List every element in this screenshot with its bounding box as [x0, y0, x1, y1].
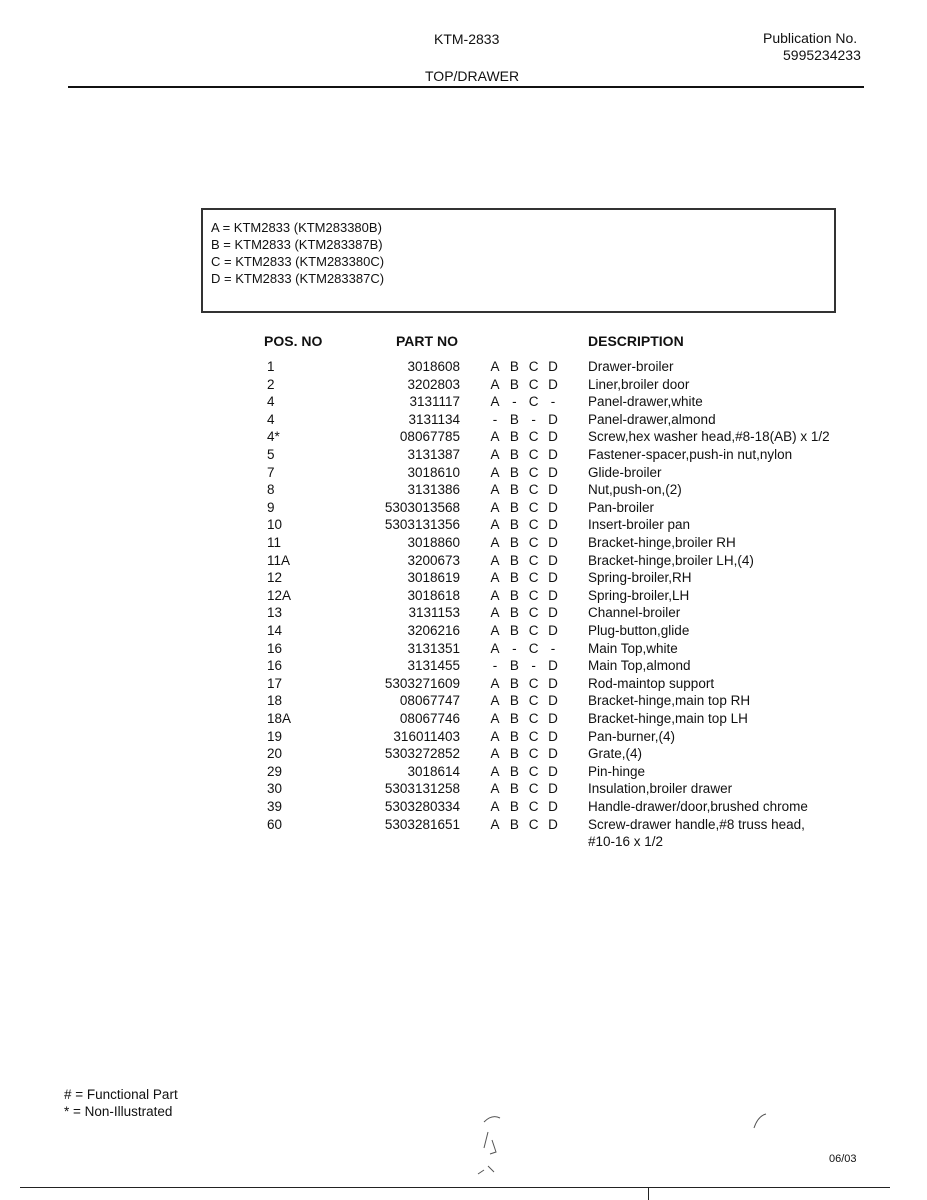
model-flag: B: [509, 517, 519, 533]
part-description: Insulation,broiler drawer: [588, 781, 733, 797]
model-flag: A: [490, 675, 500, 691]
table-row: [0, 359, 927, 377]
table-row: [0, 412, 927, 430]
part-description: Rod-maintop support: [588, 675, 715, 691]
part-description: Pan-broiler: [588, 499, 655, 515]
pos-number: 12A: [267, 587, 292, 603]
part-description: Handle-drawer/door,brushed chrome: [588, 799, 808, 814]
model-applicability: [488, 553, 560, 568]
model-applicability: [488, 781, 560, 796]
table-row: [0, 781, 927, 799]
part-number: 3206216: [407, 623, 460, 638]
publication-label: Publication No.: [763, 30, 858, 46]
part-description: Nut,push-on,(2): [588, 482, 682, 498]
part-number: 5303281651: [384, 816, 460, 832]
model-flag: -: [531, 411, 536, 427]
model-flag: B: [509, 781, 519, 797]
part-description: Pin-hinge: [588, 763, 646, 779]
part-description: Panel-drawer,white: [588, 394, 703, 410]
pos-number: 10: [267, 517, 283, 533]
model-flag: A: [490, 482, 500, 498]
part-number: 316011403: [393, 728, 460, 744]
model-flag: B: [509, 658, 519, 674]
pos-number: 18: [267, 693, 283, 709]
publication-number: 5995234233: [783, 47, 861, 63]
model-flag: D: [548, 675, 558, 691]
model-flag: C: [528, 570, 539, 586]
header-rule: [68, 86, 864, 88]
model-flag: A: [490, 711, 500, 726]
part-description-continued: #10-16 x 1/2: [588, 834, 664, 850]
model-flag: B: [509, 429, 519, 445]
model-flag: B: [509, 746, 519, 762]
part-number: 3202803: [407, 376, 460, 392]
model-applicability: [488, 447, 560, 462]
model-flag: C: [528, 482, 539, 498]
pos-number: 20: [267, 746, 283, 762]
part-number: 3018860: [407, 535, 460, 550]
model-flag: D: [548, 482, 558, 498]
model-flag: -: [550, 640, 556, 656]
model-applicability: [488, 711, 560, 726]
model-applicability: [488, 588, 560, 603]
pos-number: 17: [267, 675, 283, 691]
model-flag: D: [548, 728, 558, 744]
footnote-functional-part: # = Functional Part: [64, 1087, 178, 1102]
part-number: 3131153: [408, 605, 460, 621]
model-flag: D: [548, 517, 558, 533]
model-flag: B: [509, 570, 519, 586]
table-row: [0, 816, 927, 850]
model-flag: B: [509, 675, 519, 691]
pos-number: 11: [267, 535, 282, 550]
model-legend-box: [201, 208, 836, 313]
model-flag: B: [509, 693, 519, 709]
part-number: 3131455: [407, 658, 460, 674]
model-flag: C: [528, 711, 539, 726]
model-flag: C: [528, 429, 539, 445]
model-flag: D: [548, 746, 558, 762]
part-number: 5303013568: [384, 499, 460, 515]
pos-number: 13: [267, 605, 283, 621]
model-flag: C: [528, 799, 539, 814]
model-flag: A: [490, 376, 500, 392]
model-flag: C: [528, 359, 539, 374]
table-row: [0, 623, 927, 641]
model-flag: A: [490, 799, 500, 814]
model-flag: A: [490, 781, 500, 797]
model-flag: A: [490, 623, 500, 638]
part-description: Grate,(4): [588, 746, 643, 762]
model-flag: D: [548, 570, 558, 586]
model-flag: A: [490, 394, 500, 410]
model-flag: D: [548, 763, 558, 779]
part-description: Main Top,almond: [588, 658, 691, 674]
model-flag: B: [509, 447, 519, 462]
part-number: 3131387: [407, 447, 460, 462]
part-number: 3131134: [408, 411, 460, 427]
model-flag: B: [509, 587, 519, 603]
part-description: Spring-broiler,RH: [588, 570, 692, 586]
model-flag: D: [548, 464, 558, 480]
model-flag: D: [548, 447, 558, 462]
model-flag: D: [548, 429, 558, 445]
model-flag: A: [490, 552, 500, 568]
model-number: KTM-2833: [434, 31, 500, 47]
model-flag: C: [528, 675, 539, 691]
part-number: 3131117: [409, 394, 460, 410]
part-number: 3018610: [407, 464, 460, 480]
model-flag: D: [548, 816, 558, 832]
model-flag: C: [528, 693, 539, 709]
part-number: 08067746: [399, 711, 460, 726]
pos-number: 2: [267, 376, 275, 392]
revision-date: 06/03: [829, 1153, 857, 1165]
model-applicability: [488, 676, 560, 691]
part-description: Fastener-spacer,push-in nut,nylon: [588, 447, 793, 462]
model-flag: C: [528, 552, 539, 568]
column-header-part: PART NO: [396, 333, 458, 349]
pos-number: 1: [267, 359, 275, 374]
part-number: 08067785: [399, 429, 460, 445]
model-applicability: [488, 605, 560, 620]
model-flag: D: [548, 711, 558, 726]
pos-number: 11A: [267, 552, 291, 568]
model-flag: C: [528, 517, 539, 533]
model-flag: C: [528, 640, 539, 656]
model-flag: B: [509, 605, 519, 621]
table-row: [0, 729, 927, 747]
part-description: Insert-broiler pan: [588, 517, 691, 533]
part-number: 3131386: [407, 482, 460, 498]
bottom-tick: [648, 1187, 649, 1200]
model-flag: A: [490, 746, 500, 762]
model-flag: D: [548, 552, 558, 568]
part-number: 5303280334: [384, 799, 460, 814]
model-flag: C: [528, 447, 539, 462]
model-applicability: [488, 412, 560, 427]
part-description: Screw-drawer handle,#8 truss head,: [588, 816, 805, 832]
model-applicability: [488, 641, 560, 656]
table-row: [0, 535, 927, 553]
model-flag: A: [490, 464, 500, 480]
model-applicability: [488, 535, 560, 550]
part-number: 5303272852: [384, 746, 460, 762]
model-flag: B: [509, 464, 519, 480]
part-description: Channel-broiler: [588, 605, 681, 621]
model-flag: C: [528, 464, 539, 480]
pos-number: 18A: [267, 711, 292, 726]
scan-artifact-mark: [470, 1108, 530, 1183]
model-flag: D: [548, 781, 558, 797]
model-flag: B: [509, 499, 519, 515]
part-description: Glide-broiler: [588, 464, 662, 480]
model-flag: -: [492, 411, 498, 427]
part-description: Drawer-broiler: [588, 359, 674, 374]
model-flag: C: [528, 816, 539, 832]
model-applicability: [488, 764, 560, 779]
pos-number: 4: [267, 394, 275, 410]
model-flag: D: [548, 411, 558, 427]
model-flag: A: [490, 570, 500, 586]
model-applicability: [488, 658, 560, 673]
table-row: [0, 553, 927, 571]
model-flag: D: [548, 658, 558, 674]
model-flag: -: [512, 394, 517, 410]
model-flag: A: [490, 517, 500, 533]
legend-line-a: A = KTM2833 (KTM283380B): [211, 220, 382, 235]
model-applicability: [488, 746, 560, 761]
model-applicability: [488, 570, 560, 585]
part-description: Bracket-hinge,main top LH: [588, 711, 748, 726]
model-applicability: [488, 377, 560, 392]
pos-number: 4*: [267, 429, 280, 445]
section-title: TOP/DRAWER: [425, 68, 520, 84]
model-flag: B: [509, 411, 519, 427]
model-flag: C: [528, 728, 539, 744]
model-flag: B: [509, 711, 519, 726]
model-flag: C: [528, 499, 539, 515]
model-flag: A: [490, 816, 500, 832]
part-description: Bracket-hinge,main top RH: [588, 693, 751, 709]
model-flag: D: [548, 605, 558, 621]
table-row: [0, 570, 927, 588]
model-flag: C: [528, 763, 539, 779]
model-flag: D: [548, 359, 558, 374]
model-flag: -: [492, 658, 498, 674]
pos-number: 9: [267, 499, 275, 515]
bottom-rule: [20, 1187, 890, 1188]
model-flag: B: [509, 728, 519, 744]
model-flag: B: [509, 376, 519, 392]
scan-artifact-mark-2: [748, 1108, 778, 1138]
model-applicability: [488, 817, 560, 832]
pos-number: 16: [267, 658, 283, 674]
model-flag: A: [490, 587, 500, 603]
model-flag: D: [548, 499, 558, 515]
pos-number: 5: [267, 447, 275, 462]
model-flag: A: [490, 728, 500, 744]
pos-number: 29: [267, 763, 283, 779]
model-applicability: [488, 799, 560, 814]
pos-number: 30: [267, 781, 283, 797]
table-row: [0, 799, 927, 817]
table-row: [0, 658, 927, 676]
table-row: [0, 447, 927, 465]
model-flag: A: [490, 447, 500, 462]
part-number: 08067747: [399, 693, 460, 709]
footnote-non-illustrated: * = Non-Illustrated: [64, 1104, 173, 1119]
model-flag: C: [528, 746, 539, 762]
part-number: 3200673: [407, 552, 460, 568]
table-row: [0, 500, 927, 518]
model-applicability: [488, 517, 560, 532]
pos-number: 14: [267, 623, 283, 638]
model-flag: B: [509, 359, 519, 374]
part-description: Spring-broiler,LH: [588, 587, 690, 603]
table-row: [0, 429, 927, 447]
part-description: Pan-burner,(4): [588, 728, 676, 744]
part-number: 5303131258: [384, 781, 460, 797]
table-row: [0, 377, 927, 395]
model-flag: -: [512, 640, 517, 656]
part-description: Screw,hex washer head,#8-18(AB) x 1/2: [588, 429, 830, 445]
model-flag: B: [509, 535, 519, 550]
model-flag: A: [490, 640, 500, 656]
table-row: [0, 605, 927, 623]
model-flag: D: [548, 376, 558, 392]
model-flag: A: [490, 499, 500, 515]
model-flag: D: [548, 693, 558, 709]
part-description: Panel-drawer,almond: [588, 411, 716, 427]
pos-number: 7: [267, 464, 275, 480]
table-row: [0, 641, 927, 659]
table-row: [0, 746, 927, 764]
model-applicability: [488, 359, 560, 374]
model-applicability: [488, 623, 560, 638]
model-flag: C: [528, 376, 539, 392]
model-flag: D: [548, 535, 558, 550]
part-number: 3018614: [407, 763, 460, 779]
part-number: 3018608: [407, 359, 460, 374]
part-description: Bracket-hinge,broiler RH: [588, 535, 736, 550]
table-row: [0, 676, 927, 694]
table-row: [0, 517, 927, 535]
model-flag: A: [490, 693, 500, 709]
model-applicability: [488, 429, 560, 444]
legend-line-b: B = KTM2833 (KTM283387B): [211, 237, 383, 252]
part-number: 3131351: [407, 640, 460, 656]
part-number: 3018618: [407, 587, 460, 603]
model-applicability: [488, 394, 560, 409]
pos-number: 19: [267, 728, 283, 744]
pos-number: 8: [267, 482, 275, 498]
model-flag: C: [528, 394, 539, 410]
table-row: [0, 693, 927, 711]
table-row: [0, 465, 927, 483]
model-flag: B: [509, 799, 519, 814]
model-flag: D: [548, 587, 558, 603]
model-flag: C: [528, 605, 539, 621]
model-flag: B: [509, 552, 519, 568]
legend-line-c: C = KTM2833 (KTM283380C): [211, 254, 385, 269]
table-row: [0, 394, 927, 412]
table-row: [0, 482, 927, 500]
column-header-pos: POS. NO: [264, 333, 323, 349]
model-flag: C: [528, 587, 539, 603]
model-flag: B: [509, 623, 519, 638]
model-flag: A: [490, 359, 500, 374]
model-flag: D: [548, 799, 558, 814]
model-applicability: [488, 500, 560, 515]
table-row: [0, 711, 927, 729]
part-number: 3018619: [407, 570, 460, 586]
model-applicability: [488, 482, 560, 497]
model-flag: C: [528, 781, 539, 797]
pos-number: 16: [267, 640, 283, 656]
model-flag: A: [490, 763, 500, 779]
model-applicability: [488, 693, 560, 708]
model-flag: B: [509, 482, 519, 498]
model-flag: -: [550, 394, 556, 410]
table-row: [0, 588, 927, 606]
part-number: 5303131356: [384, 517, 460, 533]
model-flag: A: [490, 429, 500, 445]
model-flag: -: [531, 658, 536, 674]
legend-line-d: D = KTM2833 (KTM283387C): [211, 271, 385, 286]
part-description: Plug-button,glide: [588, 623, 690, 638]
model-flag: C: [528, 535, 539, 550]
pos-number: 60: [267, 816, 283, 832]
column-header-description: DESCRIPTION: [588, 333, 684, 349]
part-description: Liner,broiler door: [588, 376, 690, 392]
pos-number: 39: [267, 799, 283, 814]
pos-number: 12: [267, 570, 283, 586]
model-applicability: [488, 729, 560, 744]
pos-number: 4: [267, 411, 275, 427]
model-flag: A: [490, 535, 500, 550]
part-description: Main Top,white: [588, 640, 678, 656]
part-number: 5303271609: [384, 675, 460, 691]
table-row: [0, 764, 927, 782]
part-description: Bracket-hinge,broiler LH,(4): [588, 552, 754, 568]
model-applicability: [488, 465, 560, 480]
model-flag: B: [509, 816, 519, 832]
model-flag: A: [490, 605, 500, 621]
model-flag: C: [528, 623, 539, 638]
model-flag: D: [548, 623, 558, 638]
model-flag: B: [509, 763, 519, 779]
